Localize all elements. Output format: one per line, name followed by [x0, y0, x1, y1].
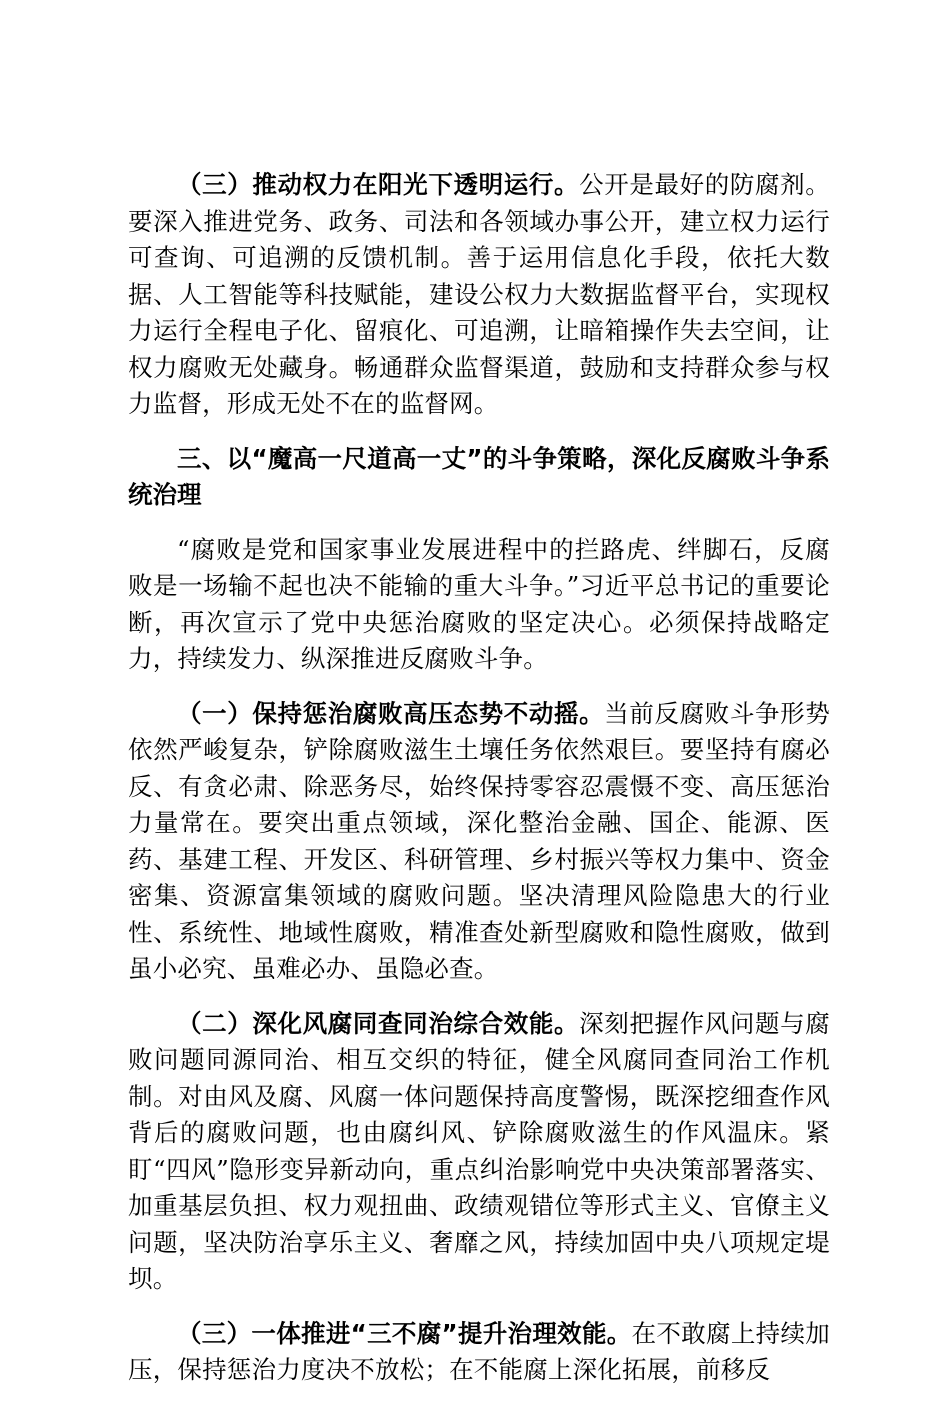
section-heading-three: 三、以“魔高一尺道高一丈”的斗争策略，深化反腐败斗争系统治理 [128, 443, 830, 509]
paragraph-high-pressure [128, 696, 830, 988]
paragraph-lead: （三）一体推进“三不腐”提升治理效能。 [177, 1318, 632, 1348]
document-body [128, 167, 830, 1407]
paragraph-lead: （三）推动权力在阳光下透明运行。 [177, 170, 580, 199]
paragraph-three-no-corruption [128, 1316, 830, 1389]
paragraph-text: 当前反腐败斗争形势依然严峻复杂，铲除腐败滋生土壤任务依然艰巨。要坚持有腐必反、有贪必肃、除恶务尽，始终保持零容忍震慑不变、高压惩治力量常在。要突出重点领域，深化整治金融、国企、能源、医药、基建工程、开发区、科研管理、乡村振兴等权力集中、资金密集、资源富集领域的腐败问题。坚决清理风险隐患大的行业性、系统性、地域性腐败，精准查处新型腐败和隐性腐败，做到虽小必究、虽难必办、虽隐必查。 [128, 698, 830, 983]
paragraph-lead: （一）保持惩治腐败高压态势不动摇。 [177, 698, 605, 728]
paragraph-lead: （二）深化风腐同查同治综合效能。 [177, 1008, 580, 1038]
paragraph-transparent-power [128, 167, 830, 423]
paragraph-text: “腐败是党和国家事业发展进程中的拦路虎、绊脚石，反腐败是一场输不起也决不能输的重大斗争。”习近平总书记的重要论断，再次宣示了党中央惩治腐败的坚定决心。必须保持战略定力，持续发力、纵深推进反腐败斗争。 [128, 534, 830, 673]
paragraph-text: 公开是最好的防腐剂。要深入推进党务、政务、司法和各领域办事公开，建立权力运行可查询、可追溯的反馈机制。善于运用信息化手段，依托大数据、人工智能等科技赋能，建设公权力大数据监督平台，实现权力运行全程电子化、留痕化、可追溯，让暗箱操作失去空间，让权力腐败无处藏身。畅通群众监督渠道，鼓励和支持群众参与权力监督，形成无处不在的监督网。 [128, 170, 830, 418]
paragraph-style-corruption [128, 1006, 830, 1298]
paragraph-text: 深刻把握作风问题与腐败问题同源同治、相互交织的特征，健全风腐同查同治工作机制。对由风及腐、风腐一体问题保持高度警惕，既深挖细查作风背后的腐败问题，也由腐纠风、铲除腐败滋生的作风温床。紧盯“四风”隐形变异新动向，重点纠治影响党中央决策部署落实、加重基层负担、权力观扭曲、政绩观错位等形式主义、官僚主义问题，坚决防治享乐主义、奢靡之风，持续加固中央八项规定堤坝。 [128, 1008, 830, 1293]
paragraph-text: 在不敢腐上持续加压，保持惩治力度决不放松；在不能腐上深化拓展，前移反 [128, 1318, 830, 1384]
paragraph-quote [128, 532, 830, 678]
